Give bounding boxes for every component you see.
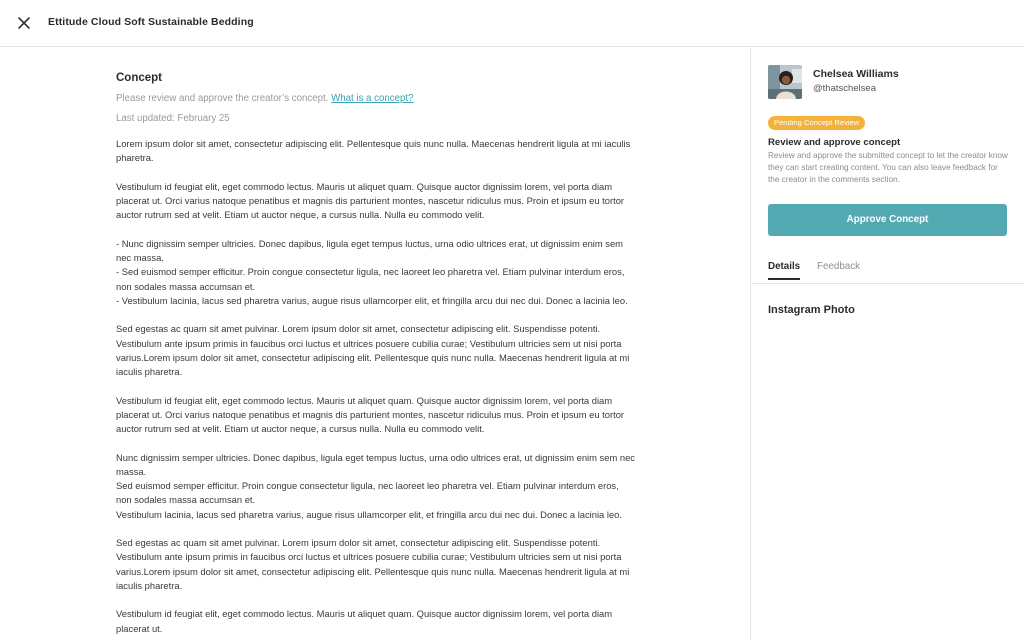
approve-concept-button[interactable]: Approve Concept [768, 204, 1007, 236]
creator-name[interactable]: Chelsea Williams [813, 68, 899, 80]
sidebar-tabs [751, 254, 1024, 284]
last-updated: Last updated: February 25 [116, 113, 230, 124]
page-title: Ettitude Cloud Soft Sustainable Bedding [48, 16, 254, 28]
concept-paragraph: Lorem ipsum dolor sit amet, consectetur adipiscing elit. Pellentesque quis nunc nulla. Maecenas hendrerit ligula at mi iaculis pharetra. [116, 138, 631, 164]
concept-paragraph: Nunc dignissim semper ultricies. Donec dapibus, ligula eget tempus luctus, urna odio ultrices erat, ut dignissim enim sem nec massa. Sed euismod semper efficitur. Proin congue consectetur ligula, nec laoreet leo pharetra vel. Etiam pulvinar interdum eros, non sodales massa accumsan et. Vestibulum lacinia, lacus sed pharetra varius, augue risus ullamcorper elit, et fringilla arcu dui nec dui. Donec a lacinia leo. [116, 451, 635, 520]
concept-paragraph: Sed egestas ac quam sit amet pulvinar. Lorem ipsum dolor sit amet, consectetur adipiscing elit. Suspendisse potenti. Vestibulum ante ipsum primis in faucibus orci luctus et ultrices posuere cubilia curae; Vestibulum ultricies sem ut nisi porta varius.Lorem ipsum dolor sit amet, consectetur adipiscing elit. Pellentesque quis nunc nulla. Maecenas hendrerit ligula at mi iaculis pharetra. [116, 537, 630, 591]
what-is-concept-link[interactable]: What is a concept? [331, 93, 414, 104]
concept-intro [116, 93, 413, 104]
concept-paragraph: Vestibulum id feugiat elit, eget commodo lectus. Mauris ut aliquet quam. Quisque auctor dignissim lorem, vel porta diam placerat ut. Orci varius natoque penatibus et magnis dis parturient montes, nascetur ridiculus mus. Proin et ipsum eu tortor auctor rutrum sed at velit. Etiam ut auctor neque, a cursus nulla. Nulla eu commodo velit. [116, 394, 625, 434]
concept-heading: Concept [116, 72, 162, 84]
concept-paragraph: Sed egestas ac quam sit amet pulvinar. Lorem ipsum dolor sit amet, consectetur adipiscing elit. Suspendisse potenti. Vestibulum ante ipsum primis in faucibus orci luctus et ultrices posuere cubilia curae; Vestibulum ultricies sem ut nisi porta varius.Lorem ipsum dolor sit amet, consectetur adipiscing elit. Pellentesque quis nunc nulla. Maecenas hendrerit ligula at mi iaculis pharetra. [116, 323, 630, 377]
concept-body [116, 137, 636, 640]
concept-paragraph: - Nunc dignissim semper ultricies. Donec dapibus, ligula eget tempus luctus, urna odio ultrices erat, ut dignissim enim sem nec massa. - Sed euismod semper efficitur. Proin congue consectetur ligula, nec laoreet leo pharetra vel. Etiam pulvinar interdum eros, non sodales massa accumsan et. - Vestibulum lacinia, lacus sed pharetra varius, augue risus ullamcorper elit, et fringilla arcu dui nec dui. Donec a lacinia leo. [116, 237, 628, 306]
status-badge: Pending Concept Review [768, 116, 865, 130]
top-bar [0, 0, 1024, 47]
close-icon[interactable] [14, 13, 34, 33]
deliverable-title: Instagram Photo [768, 304, 855, 316]
concept-intro-text: Please review and approve the creator’s concept. [116, 93, 329, 104]
concept-panel [0, 48, 750, 640]
tab-feedback[interactable]: Feedback [817, 261, 861, 272]
creator-handle: @thatschelsea [813, 83, 876, 94]
creator-sidebar [751, 48, 1024, 640]
concept-paragraph: Vestibulum id feugiat elit, eget commodo lectus. Mauris ut aliquet quam. Quisque auctor dignissim lorem, vel porta diam placerat ut. [116, 608, 613, 634]
review-description: Review and approve the submitted concept to let the creator know they can start creating content. You can also leave feedback for the creator in the comments section. [768, 151, 1008, 184]
avatar[interactable] [768, 65, 802, 99]
concept-paragraph: Vestibulum id feugiat elit, eget commodo lectus. Mauris ut aliquet quam. Quisque auctor dignissim lorem, vel porta diam placerat ut. Orci varius natoque penatibus et magnis dis parturient montes, nascetur ridiculus mus. Proin et ipsum eu tortor auctor rutrum sed at velit. Etiam ut auctor neque, a cursus nulla. Nulla eu commodo velit. [116, 180, 625, 221]
tab-details[interactable]: Details [768, 261, 800, 280]
review-title: Review and approve concept [768, 137, 901, 148]
